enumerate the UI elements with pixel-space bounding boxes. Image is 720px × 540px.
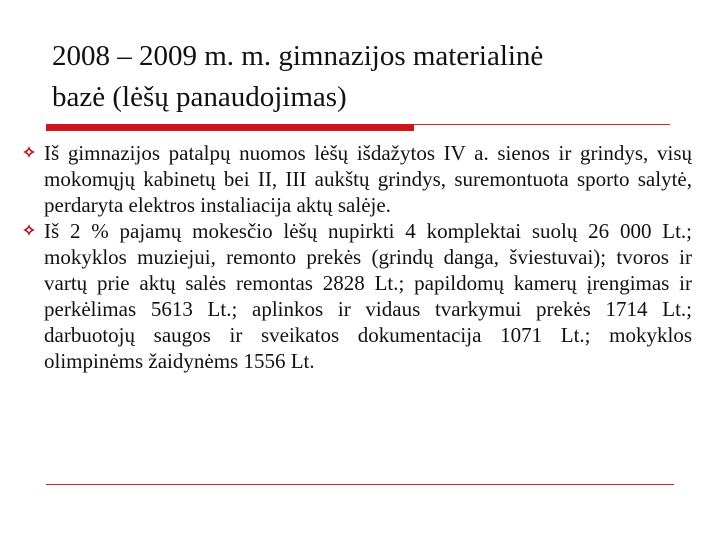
bullet-list <box>20 140 692 374</box>
bullet-text: Iš gimnazijos patalpų nuomos lėšų išdažytos IV a. sienos ir grindys, visų mokomųjų kabinetų bei II, III aukštų grindys, suremontuota sporto salytė, perdaryta elektros instaliacija aktų salėje. <box>44 141 692 217</box>
bullet-item <box>20 140 692 218</box>
title-line-1: 2008 – 2009 m. m. gimnazijos materialinė <box>52 40 544 72</box>
bullet-item <box>20 218 692 374</box>
bullet-text: Iš 2 % pajamų mokesčio lėšų nupirkti 4 komplektai suolų 26 000 Lt.; mokyklos muziejui, remonto prekės (grindų danga, šviestuvai); tvoros ir vartų prie aktų salės remontas 2828 Lt.; papildomų kamerų įrengimas ir perkėlimas 5613 Lt.; aplinkos ir vidaus tvarkymui prekės 1714 Lt.; darbuotojų saugos ir sveikatos dokumentacija 1071 Lt.; mokyklos olimpinėms žaidynėms 1556 Lt. <box>44 219 692 373</box>
diamond-bullet-icon <box>22 223 36 237</box>
diamond-bullet-icon <box>22 145 36 159</box>
title-underline-accent <box>46 124 414 131</box>
title-line-2: bazė (lėšų panaudojimas) <box>52 81 347 113</box>
slide-title <box>52 36 692 118</box>
footer-rule <box>46 484 674 485</box>
